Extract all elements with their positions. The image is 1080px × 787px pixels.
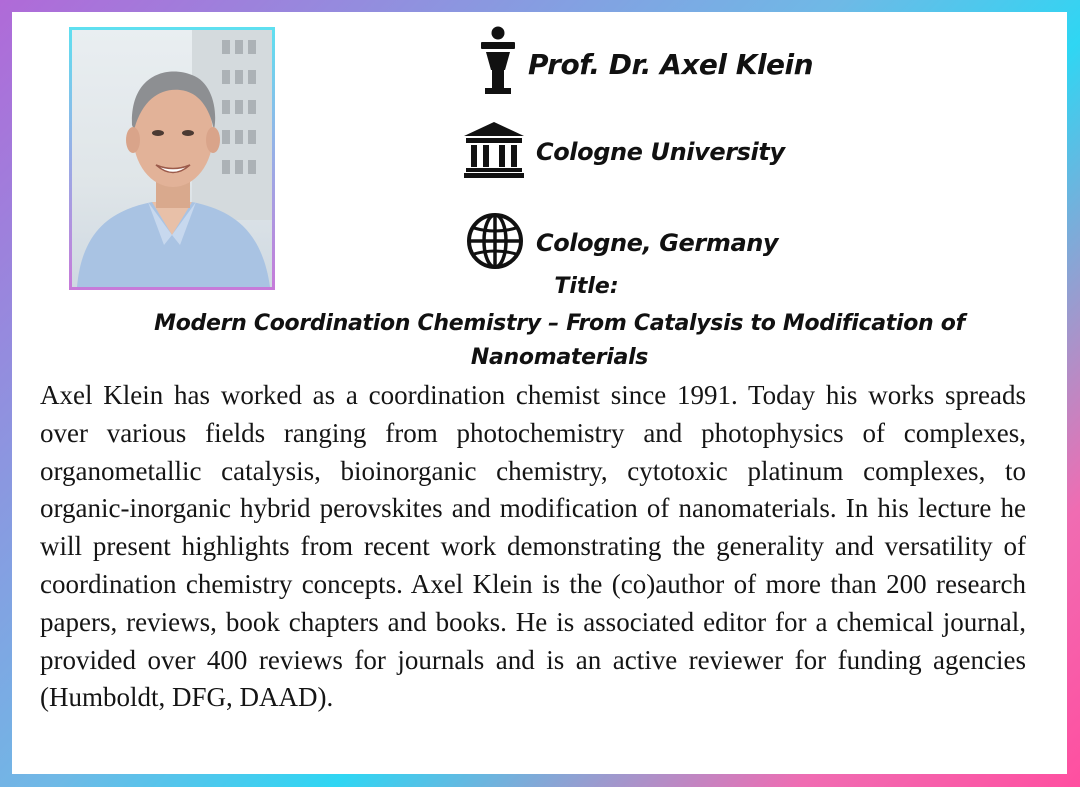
speaker-photo-frame [69, 27, 275, 290]
speaker-photo [72, 30, 272, 287]
speaker-bio: Axel Klein has worked as a coordination chemist since 1991. Today his works spreads over various fields ranging from photochemistry and photophysics of complexes, organometallic catalysis, bioinorganic chemistry, cytotoxic platinum complexes, to organic-inorganic hybrid perovskites and modification of nanomaterials. In his lecture he will present highlights from recent work demonstrating the generality and versatility of coordination chemistry concepts. Axel Klein is the (co)author of more than 200 research papers, reviews, book chapters and books. He is associated editor for a chemical journal, provided over 400 reviews for journals and is an active reviewer for funding agencies (Humboldt, DFG, DAAD). [40, 380, 1026, 713]
podium-speaker-icon [478, 26, 518, 102]
speaker-name-row [478, 26, 813, 102]
affiliation-row [464, 122, 785, 182]
speaker-name: Prof. Dr. Axel Klein [528, 47, 814, 81]
globe-icon [466, 212, 524, 274]
location-row [466, 212, 778, 274]
location-text: Cologne, Germany [536, 229, 779, 257]
talk-title: Modern Coordination Chemistry – From Catalysis to Modification of Nanomaterials [154, 311, 965, 370]
speaker-card [12, 12, 1067, 774]
university-building-icon [464, 122, 524, 182]
talk-title-label: Title: [554, 274, 619, 299]
affiliation-text: Cologne University [536, 138, 785, 166]
